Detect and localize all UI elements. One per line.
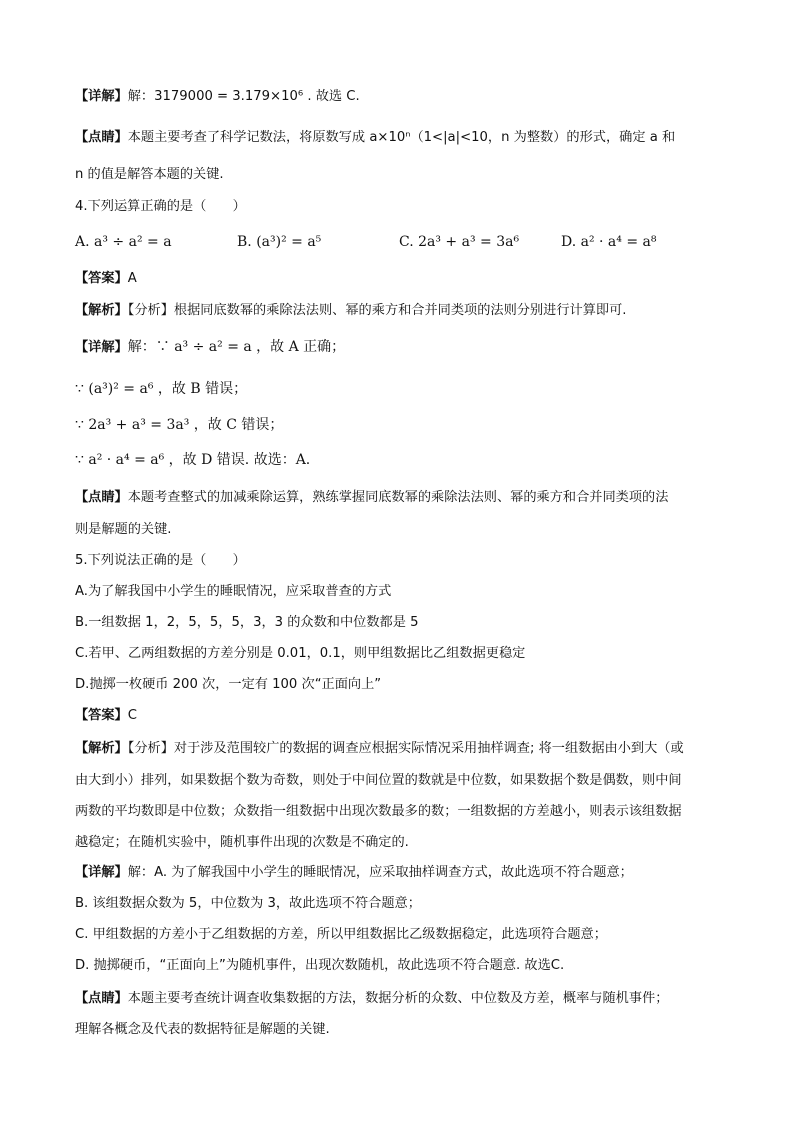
line-text: C. 甲组数据的方差小于乙组数据的方差，所以甲组数据比乙级数据稳定，此选项符合题意；: [75, 927, 607, 942]
line-text: D.抛掷一枚硬币 200 次，一定有 100 次“正面向上”: [75, 677, 382, 692]
question-5-stem: [75, 552, 734, 570]
section-label: 【详解】: [75, 89, 128, 104]
line-text: 【分析】对于涉及范围较广的数据的调查应根据实际情况采用抽样调查; 将一组数据由小到大（或: [127, 741, 684, 756]
question-5-option-b: [75, 614, 734, 632]
section-label: 【答案】: [75, 271, 128, 286]
detail-line-q5: [75, 864, 734, 882]
line-text: ∵ (a³)² = a⁶ ，故 B 错误；: [75, 381, 248, 397]
line-text: 则是解题的关键.: [75, 522, 172, 537]
line-text: 本题考查整式的加减乘除运算，熟练掌握同底数幂的乘除法法则、幂的乘方和合并同类项的法: [127, 490, 669, 505]
line-text: 解：3179000 = 3.179×10⁶ . 故选 C.: [127, 89, 360, 104]
line-text: n 的值是解答本题的关键.: [75, 167, 224, 182]
line-text: 5.下列说法正确的是（ ）: [75, 553, 246, 568]
detail-line-q3: [75, 88, 734, 106]
line-text: B. 该组数据众数为 5，中位数为 3，故此选项不符合题意；: [75, 896, 421, 911]
line-text: ∵ a² · a⁴ = a⁶ ，故 D 错误. 故选：A.: [75, 452, 311, 468]
answer-line-q4: [75, 270, 734, 288]
note-line-q3-cont: [75, 166, 734, 184]
section-label: 【解析】: [75, 303, 128, 318]
line-text: 解：A. 为了解我国中小学生的睡眠情况，应采取抽样调查方式，故此选项不符合题意；: [127, 865, 633, 880]
analysis-line-q5: [75, 740, 734, 758]
line-text: 解：∵ a³ ÷ a² = a ，故 A 正确；: [127, 339, 346, 355]
line-text: 4.下列运算正确的是（ ）: [75, 199, 246, 214]
line-text: C.若甲、乙两组数据的方差分别是 0.01，0.1，则甲组数据比乙组数据更稳定: [75, 646, 526, 661]
section-label: 【点睛】: [75, 490, 128, 505]
line-text: 【分析】根据同底数幂的乘除法法则、幂的乘方和合并同类项的法则分别进行计算即可.: [127, 303, 627, 318]
line-text: 本题主要考查统计调查收集数据的方法，数据分析的众数、中位数及方差，概率与随机事件；: [127, 991, 669, 1006]
line-text: 两数的平均数即是中位数；众数指一组数据中出现次数最多的数；一组数据的方差越小，则表示该组数据: [75, 804, 682, 819]
section-label: 【解析】: [75, 741, 128, 756]
line-text: B.一组数据 1，2，5，5，5，3，3 的众数和中位数都是 5: [75, 615, 419, 630]
option-b: B. (a³)² = a⁵: [237, 234, 322, 250]
detail-line-q5-c: [75, 926, 734, 944]
detail-line-q4-d: [75, 451, 734, 470]
question-5-option-c: [75, 645, 734, 663]
line-text: D. 抛掷硬币，“正面向上”为随机事件，出现次数随机，故此选项不符合题意. 故选C.: [75, 958, 565, 973]
question-5-option-a: [75, 583, 734, 601]
note-line-q5: [75, 990, 734, 1008]
detail-line-q5-d: [75, 957, 734, 975]
section-label: 【答案】: [75, 708, 128, 723]
section-label: 【点睛】: [75, 130, 128, 145]
question-5-option-d: [75, 676, 734, 694]
line-text: C: [127, 708, 137, 723]
line-text: 本题主要考查了科学记数法，将原数写成 a×10ⁿ（1<|a|<10，n 为整数）的形式，确定 a 和: [127, 130, 676, 145]
line-text: 越稳定；在随机实验中，随机事件出现的次数是不确定的.: [75, 835, 409, 850]
detail-line-q4-c: [75, 416, 734, 435]
note-line-q4-cont: [75, 521, 734, 539]
section-label: 【详解】: [75, 865, 128, 880]
analysis-line-q4: [75, 302, 734, 320]
line-text: A.为了解我国中小学生的睡眠情况，应采取普查的方式: [75, 584, 392, 599]
note-line-q5-cont: [75, 1021, 734, 1039]
detail-line-q4-b: [75, 380, 734, 399]
note-line-q3: [75, 129, 734, 147]
note-line-q4: [75, 489, 734, 507]
line-text: 理解各概念及代表的数据特征是解题的关键.: [75, 1022, 330, 1037]
detail-line-q4: [75, 338, 734, 357]
line-text: ∵ 2a³ + a³ = 3a³ ，故 C 错误；: [75, 417, 284, 433]
question-4-stem: [75, 198, 734, 216]
analysis-line-q5-3: [75, 803, 734, 821]
option-d: D. a² · a⁴ = a⁸: [561, 234, 657, 250]
option-a: A. a³ ÷ a² = a: [75, 234, 172, 250]
answer-line-q5: [75, 707, 734, 725]
section-label: 【点睛】: [75, 991, 128, 1006]
analysis-line-q5-2: [75, 772, 734, 790]
option-c: C. 2a³ + a³ = 3a⁶: [399, 234, 520, 250]
line-text: 由大到小）排列，如果数据个数为奇数，则处于中间位置的数就是中位数，如果数据个数是偶数，则中间: [75, 773, 682, 788]
question-4-options: [75, 233, 734, 253]
analysis-line-q5-4: [75, 834, 734, 852]
line-text: A: [127, 271, 137, 286]
section-label: 【详解】: [75, 340, 128, 355]
detail-line-q5-b: [75, 895, 734, 913]
